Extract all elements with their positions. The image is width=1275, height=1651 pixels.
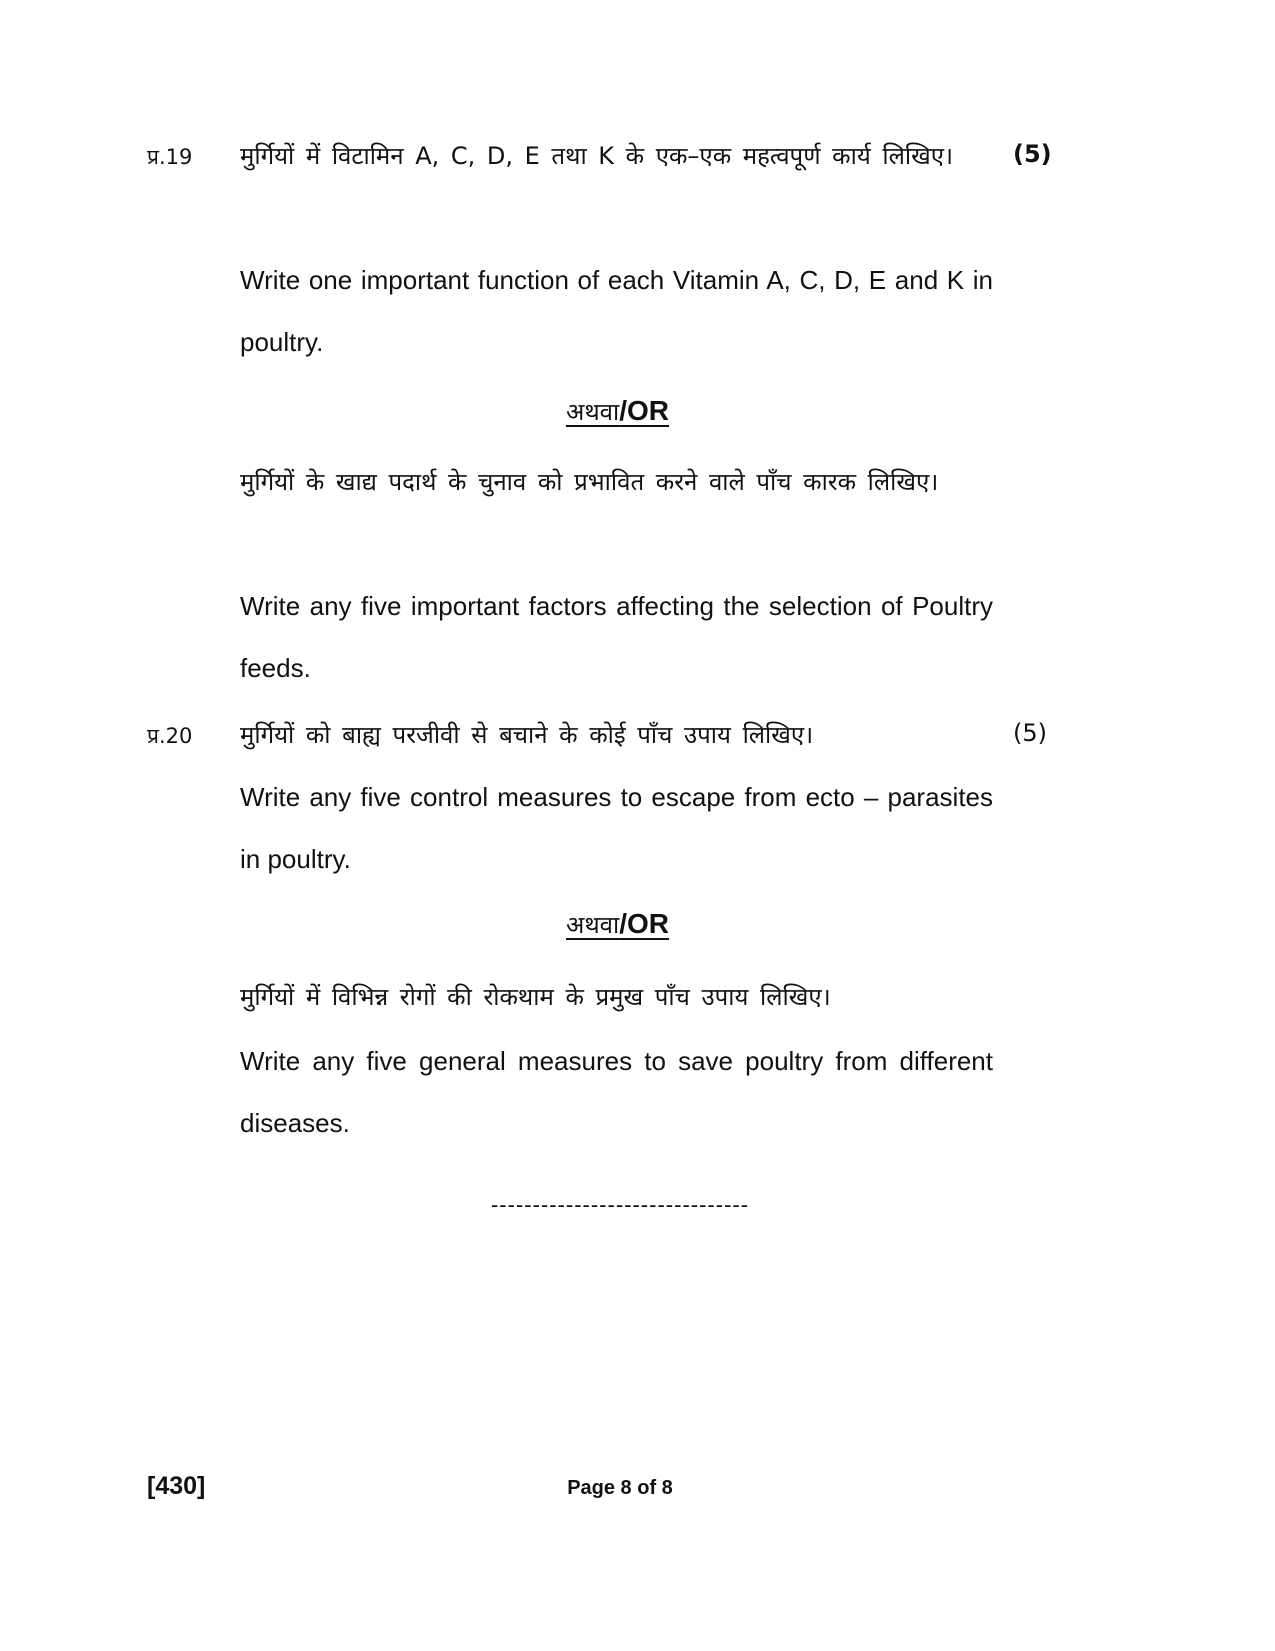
question-19-hindi: मुर्गियों में विटामिन A, C, D, E तथा K के एक–एक महत्वपूर्ण कार्य लिखिए। <box>240 142 954 170</box>
or-english: OR <box>627 395 669 426</box>
or-hindi: अथवा <box>565 911 620 939</box>
question-20-number: प्र.20 <box>147 724 193 748</box>
or-separator: / <box>619 395 627 426</box>
question-19-alt-english: Write any five important factors affecting the selection of Poultry feeds. <box>240 591 993 683</box>
question-19-or-divider <box>0 395 1235 428</box>
question-20-alt-hindi: मुर्गियों में विभिन्न रोगों की रोकथाम के प्रमुख पाँच उपाय लिखिए। <box>240 983 831 1011</box>
paper-code: [430] <box>147 1472 206 1500</box>
question-20-english: Write any five control measures to escape from ecto – parasites in poultry. <box>240 782 993 874</box>
question-20-alt-english: Write any five general measures to save poultry from different diseases. <box>240 1046 993 1138</box>
question-20-hindi: मुर्गियों को बाह्य परजीवी से बचाने के कोई पाँच उपाय लिखिए। <box>240 721 814 749</box>
page-number: Page 8 of 8 <box>567 1477 673 1499</box>
question-19-english: Write one important function of each Vitamin A, C, D, E and K in poultry. <box>240 265 993 357</box>
question-19-alt-hindi: मुर्गियों के खाद्य पदार्थ के चुनाव को प्रभावित करने वाले पाँच कारक लिखिए। <box>240 468 939 496</box>
or-separator: / <box>619 908 627 939</box>
question-19-number: प्र.19 <box>147 145 193 169</box>
end-of-paper-marker: ------------------------------- <box>490 1192 750 1217</box>
or-english: OR <box>627 908 669 939</box>
question-20-or-divider <box>0 908 1235 941</box>
question-20-marks: (5) <box>1013 719 1047 747</box>
or-hindi: अथवा <box>565 398 620 426</box>
question-19-marks: (5) <box>1013 140 1052 168</box>
